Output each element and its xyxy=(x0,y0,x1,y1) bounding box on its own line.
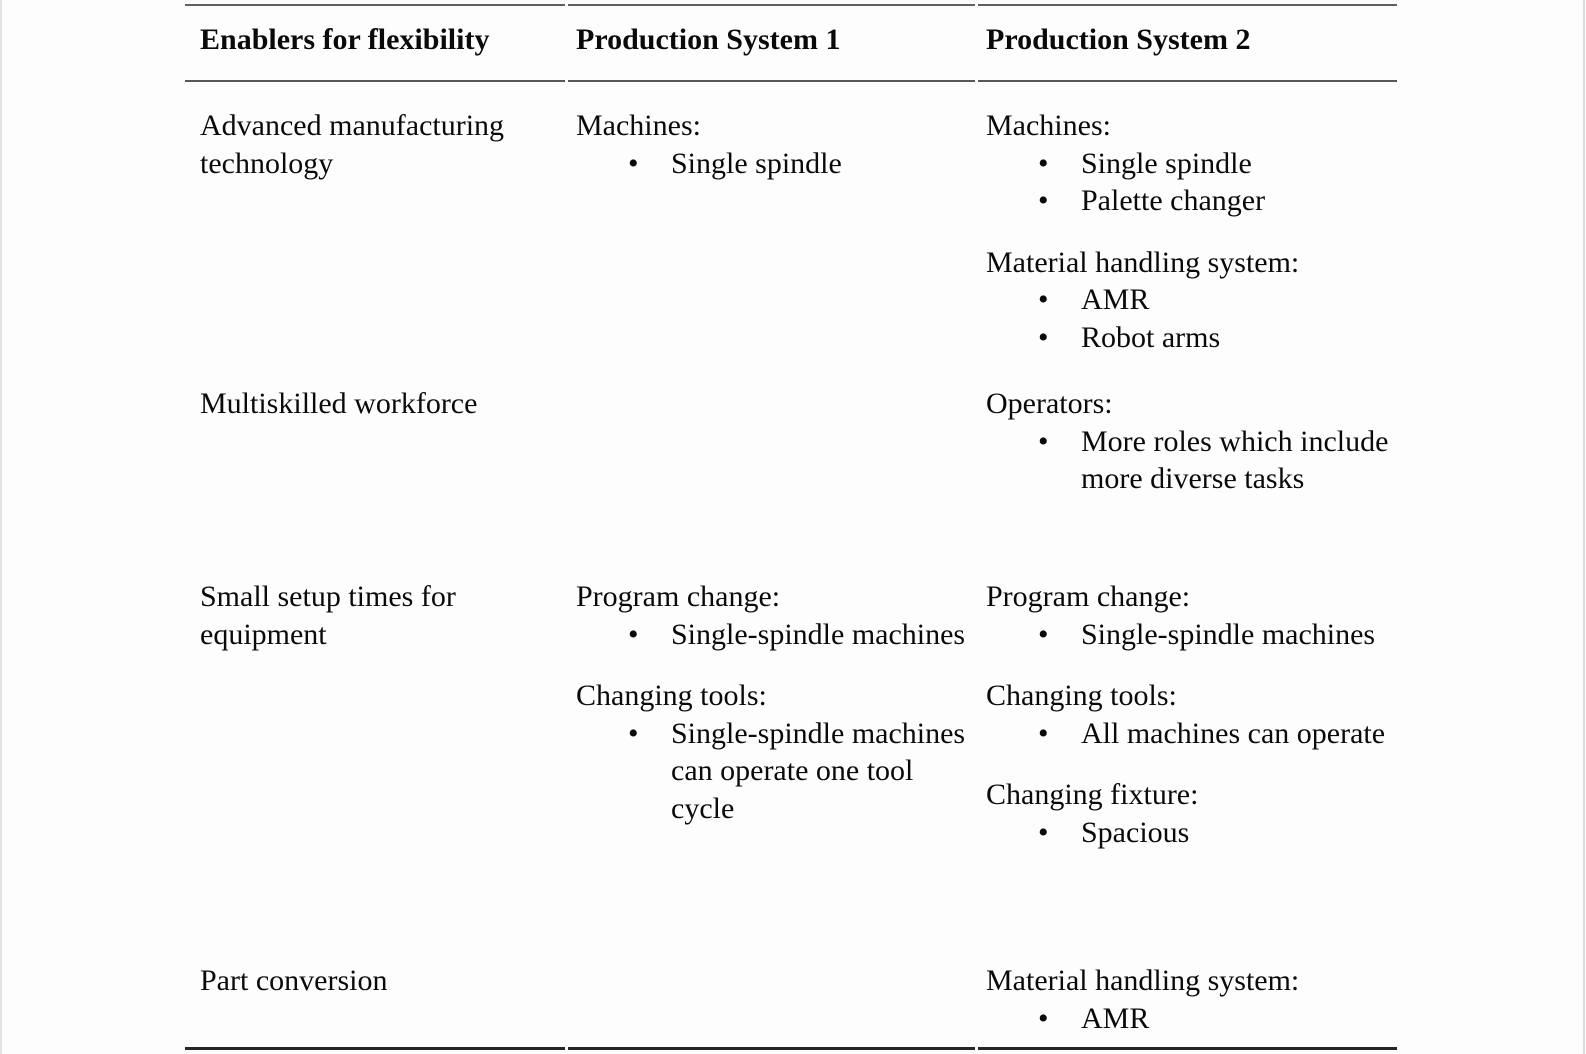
cell-system2 xyxy=(978,82,1397,360)
detail-block xyxy=(576,578,967,653)
detail-block xyxy=(576,677,967,827)
cell-enabler xyxy=(185,937,565,1050)
block-title: Program change: xyxy=(986,580,1191,613)
enabler-label: Small setup times for equipment xyxy=(200,580,456,651)
bullet-item: • AMR xyxy=(1081,1000,1389,1038)
block-title: Machines: xyxy=(576,109,701,142)
detail-block xyxy=(986,385,1389,498)
block-title: Program change: xyxy=(576,580,781,613)
bullet-item: • AMR xyxy=(1081,281,1389,319)
block-title: Machines: xyxy=(986,109,1111,142)
detail-block xyxy=(986,962,1389,1037)
bullet-list xyxy=(576,715,967,828)
bullet-list xyxy=(986,616,1389,654)
enabler-label: Part conversion xyxy=(200,964,388,997)
bullet-item: • Single-spindle machines xyxy=(671,616,967,654)
bullet-list xyxy=(986,423,1389,498)
bullet-item: • Palette changer xyxy=(1081,182,1389,220)
bullet-item: • More roles which include more diverse tasks xyxy=(1081,423,1389,498)
enabler-label: Multiskilled workforce xyxy=(200,387,478,420)
cell-enabler xyxy=(185,553,565,937)
cell-system2 xyxy=(978,937,1397,1050)
detail-block xyxy=(986,776,1389,851)
cell-system2 xyxy=(978,553,1397,937)
block-title: Operators: xyxy=(986,387,1113,420)
bullet-item: • Single spindle xyxy=(1081,145,1389,183)
bullet-item: • Single spindle xyxy=(671,145,967,183)
cell-system1 xyxy=(568,82,975,360)
block-title: Changing tools: xyxy=(986,679,1177,712)
detail-block xyxy=(576,107,967,182)
cell-system2 xyxy=(978,360,1397,553)
detail-block xyxy=(986,244,1389,357)
bullet-list xyxy=(986,145,1389,220)
bullet-list xyxy=(986,715,1389,753)
block-title: Material handling system: xyxy=(986,245,1300,279)
block-title: Changing fixture: xyxy=(986,778,1199,811)
bullet-item: • Single-spindle machines xyxy=(1081,616,1389,654)
bullet-list xyxy=(576,616,967,654)
detail-block xyxy=(986,677,1389,752)
detail-block xyxy=(986,107,1389,220)
bullet-item: • Single-spindle machines can operate one tool cycle xyxy=(671,715,967,828)
bullet-item: • Spacious xyxy=(1081,814,1389,852)
cell-system1 xyxy=(568,937,975,1050)
page-left-edge xyxy=(0,0,2,1054)
bullet-list xyxy=(576,145,967,183)
header-production-system-2: Production System 2 xyxy=(978,4,1397,82)
cell-system1 xyxy=(568,553,975,937)
cell-enabler xyxy=(185,82,565,360)
bullet-list xyxy=(986,814,1389,852)
block-title: Material handling system: xyxy=(986,964,1300,997)
header-enablers-for-flexibility: Enablers for flexibility xyxy=(185,4,565,82)
cell-enabler xyxy=(185,360,565,553)
flexibility-comparison-table xyxy=(185,4,1397,1050)
bullet-item: • All machines can operate xyxy=(1081,715,1389,753)
bullet-item: • Robot arms xyxy=(1081,319,1389,357)
cell-system1 xyxy=(568,360,975,553)
header-production-system-1: Production System 1 xyxy=(568,4,975,82)
block-title: Changing tools: xyxy=(576,679,767,712)
enabler-label: Advanced manufacturing technology xyxy=(200,109,505,180)
detail-block xyxy=(986,578,1389,653)
bullet-list xyxy=(986,281,1389,356)
page-right-edge xyxy=(1583,0,1585,1054)
bullet-list xyxy=(986,1000,1389,1038)
